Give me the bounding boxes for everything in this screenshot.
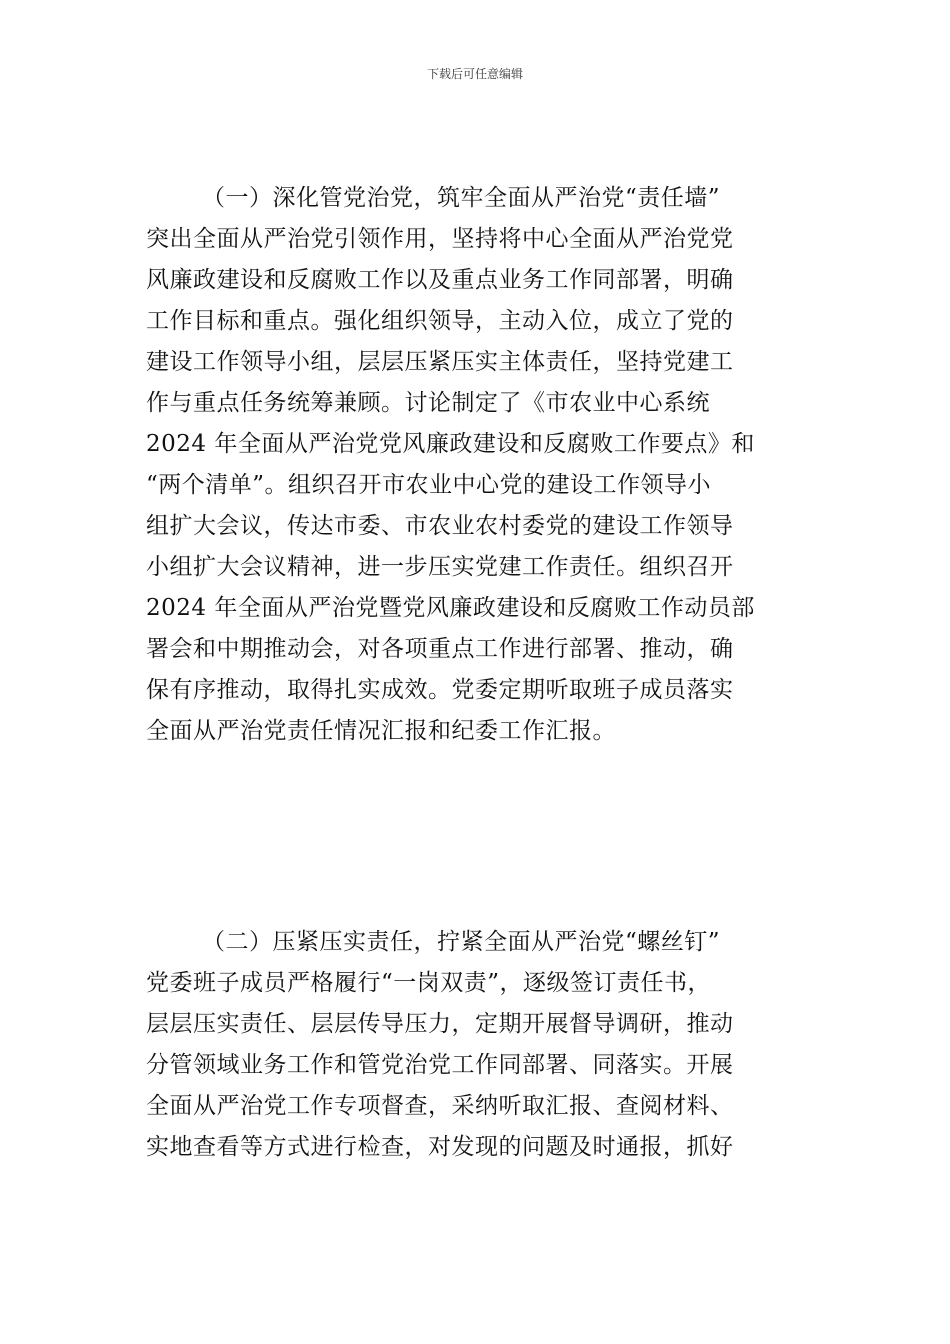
paragraph-line: “两个清单”。组织召开市农业中心党的建设工作领导小 [146, 472, 712, 498]
paragraph-line: 实地查看等方式进行检查，对发现的问题及时通报，抓好 [146, 1134, 734, 1160]
section-2 [146, 922, 808, 1168]
paragraph-line: 层层压实责任、层层传导压力，定期开展督导调研，推动 [146, 1011, 734, 1037]
paragraph-line: 全面从严治党责任情况汇报和纪委工作汇报。 [146, 718, 616, 744]
paragraph-line: 全面从严治党工作专项督查，采纳听取汇报、查阅材料、 [146, 1093, 734, 1119]
page-header-note: 下载后可任意编辑 [426, 67, 523, 81]
paragraph-line: 党委班子成员严格履行“一岗双责”，逐级签订责任书， [146, 970, 712, 996]
paragraph-line: 分管领域业务工作和管党治党工作同部署、同落实。开展 [146, 1052, 734, 1078]
paragraph-line: 小组扩大会议精神，进一步压实党建工作责任。组织召开 [146, 554, 734, 580]
section-2-heading: （二）压紧压实责任，拧紧全面从严治党“螺丝钉” [202, 929, 721, 955]
paragraph-line: 风廉政建设和反腐败工作以及重点业务工作同部署，明确 [146, 267, 734, 293]
paragraph-line: 作与重点任务统筹兼顾。讨论制定了《市农业中心系统 [146, 390, 710, 416]
paragraph-line: 组扩大会议，传达市委、市农业农村委党的建设工作领导 [146, 513, 734, 539]
paragraph-line: 2024 年全面从严治党暨党风廉政建设和反腐败工作动员部 [146, 595, 755, 621]
paragraph-line: 2024 年全面从严治党党风廉政建设和反腐败工作要点》和 [146, 431, 755, 457]
paragraph-line: 保有序推动，取得扎实成效。党委定期听取班子成员落实 [146, 677, 734, 703]
paragraph-line: 建设工作领导小组，层层压紧压实主体责任，坚持党建工 [146, 349, 734, 375]
section-1 [146, 178, 808, 752]
paragraph-line: 突出全面从严治党引领作用，坚持将中心全面从严治党党 [146, 226, 734, 252]
section-1-heading: （一）深化管党治党，筑牢全面从严治党“责任墙” [202, 185, 721, 211]
paragraph-line: 工作目标和重点。强化组织领导，主动入位，成立了党的 [146, 308, 734, 334]
paragraph-line: 署会和中期推动会，对各项重点工作进行部署、推动，确 [146, 636, 734, 662]
